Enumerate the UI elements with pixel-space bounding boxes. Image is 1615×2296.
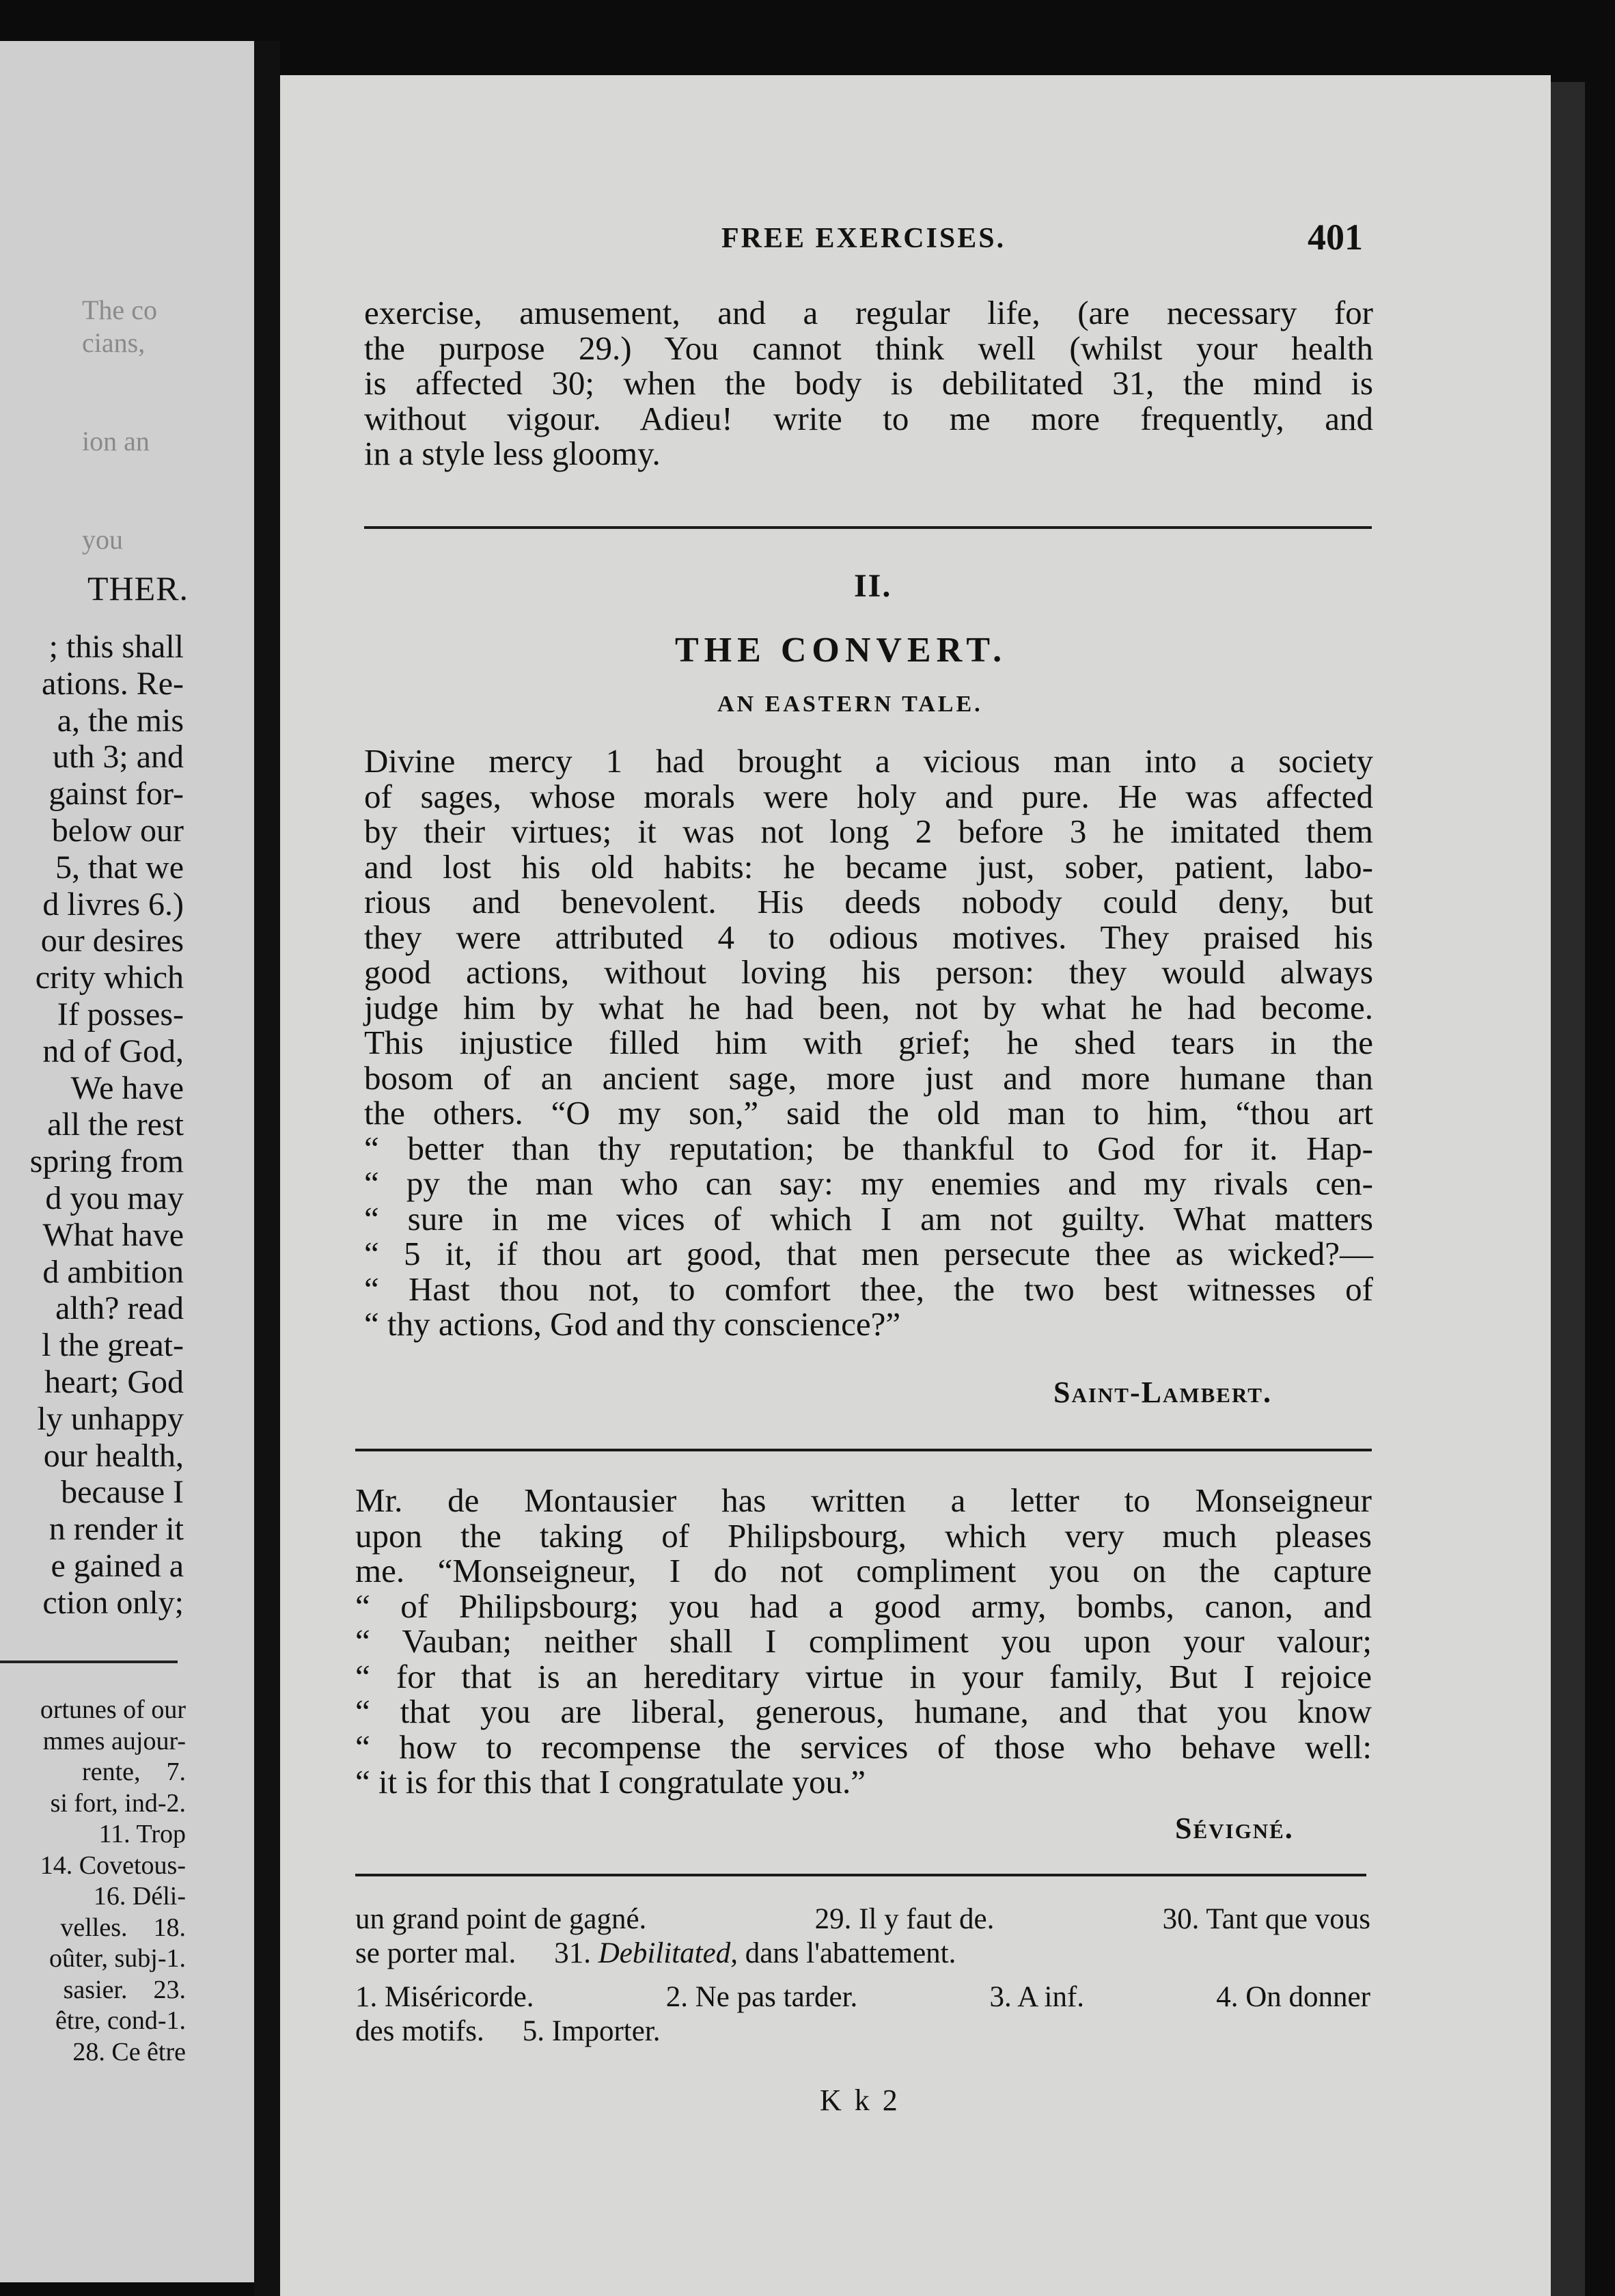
left-page-line: our health, (43, 1437, 184, 1474)
paragraph-line: exercise, amusement, and a regular life, (are necessary for (364, 294, 1373, 331)
page-edge-shadow (1551, 82, 1585, 2296)
footnote-line (355, 1902, 1370, 1937)
left-page-line: alth? read (55, 1290, 184, 1327)
footnote-text: 2. Ne pas tarder. (665, 1981, 858, 2013)
left-page-line: n render it (49, 1511, 184, 1548)
paragraph-line: “ of Philipsbourg; you had a good army, bombs, canon, and (355, 1587, 1372, 1625)
left-page-text (30, 629, 184, 1622)
left-page-line: d livres 6.) (42, 886, 184, 922)
left-page-line: If posses- (57, 996, 184, 1033)
paragraph-line: is affected 30; when the body is debilitated 31, the mind is (364, 364, 1373, 402)
footnote-text: dans l'abattement. (745, 1937, 956, 1969)
left-page-fragment-line: cians, (82, 327, 146, 358)
left-page-line: gainst for- (49, 776, 184, 812)
left-page-line: What have (42, 1216, 184, 1253)
left-page-line: ly unhappy (37, 1400, 184, 1437)
section-number: II. (854, 568, 892, 604)
footnote-text: 4. On donner (1216, 1981, 1370, 2013)
paragraph-line: and lost his old habits: he became just, sober, patient, labo- (364, 847, 1373, 886)
left-page-faded-fragment (82, 294, 157, 556)
tale-paragraph (364, 743, 1373, 1342)
left-page-line: d ambition (42, 1253, 184, 1290)
footnote-text: 3. A inf. (989, 1981, 1085, 2013)
paragraph-line: “ Vauban; neither shall I compliment you upon your valour; (355, 1622, 1372, 1660)
paragraph-line: without vigour. Adieu! write to me more frequently, and (364, 399, 1373, 437)
left-page-line: ations. Re- (42, 665, 184, 702)
left-page-note-line: ortunes of our (40, 1695, 186, 1724)
left-page-note-line: 16. Déli- (93, 1882, 186, 1911)
paragraph-line: “ Hast thou not, to comfort thee, the two best witnesses of (364, 1270, 1373, 1308)
left-page-fragment-line: The co (82, 295, 157, 325)
footnote-text: 1. Miséricorde. (355, 1981, 534, 2013)
left-page-line: e gained a (51, 1547, 184, 1584)
footnote-text: 5. Importer. (522, 2015, 661, 2047)
footnote-text: se porter mal. (355, 1937, 516, 1969)
paragraph-line: “ 5 it, if thou art good, that men persecute thee as wicked?— (364, 1235, 1373, 1272)
left-page-fragment-line (82, 359, 157, 392)
top-paragraph (364, 295, 1373, 472)
paragraph-line: good actions, without loving his person: they would always (364, 953, 1373, 991)
left-page-line: a, the mis (57, 702, 184, 739)
left-page-fragment-line: you (82, 524, 123, 555)
paragraph-line: rious and benevolent. His deeds nobody could deny, but (364, 883, 1373, 920)
left-page-note-line: si fort, ind-2. (50, 1788, 186, 1818)
running-head: FREE EXERCISES. (721, 223, 1006, 254)
left-page-note-line: être, cond-1. (55, 2006, 186, 2035)
left-page-note-line: mmes aujour- (42, 1726, 186, 1755)
left-page-line: d you may (45, 1179, 184, 1216)
story-title: THE CONVERT. (675, 631, 1008, 670)
paragraph-line: in a style less gloomy. (364, 435, 661, 472)
left-page-heading: THER. (87, 569, 189, 607)
footnote-line (355, 1937, 1370, 1971)
left-page-note-line: 28. Ce être (72, 2037, 186, 2066)
tale-attribution: Saint-Lambert. (1053, 1376, 1272, 1409)
left-page-line: crity which (35, 959, 184, 996)
paragraph-line: This injustice filled him with grief; he shed tears in the (364, 1024, 1373, 1061)
left-page-note-line: 11. Trop (98, 1820, 186, 1848)
paragraph-line: “ it is for this that I congratulate you.” (355, 1763, 866, 1801)
paragraph-line: “ py the man who can say: my enemies and my rivals cen- (364, 1164, 1373, 1202)
paragraph-line: Divine mercy 1 had brought a vicious man into a society (364, 742, 1373, 780)
paragraph-line: of sages, whose morals were holy and pure. He was affected (364, 777, 1373, 815)
paragraph-line: bosom of an ancient sage, more just and more humane than (364, 1058, 1373, 1097)
letter-paragraph (355, 1483, 1372, 1800)
left-page-line: ction only; (42, 1584, 184, 1621)
footnote-text: un grand point de gagné. (355, 1903, 647, 1935)
left-facing-page (0, 41, 254, 2282)
left-page-line: spring from (29, 1143, 184, 1180)
left-page-fragment-line (82, 491, 157, 523)
footnote-item (554, 1937, 956, 1971)
left-page-note-line: oûter, subj-1. (49, 1944, 186, 1973)
signature-mark: K k 2 (820, 2083, 900, 2117)
paragraph-line: Mr. de Montausier has written a letter to Monseigneur (355, 1481, 1372, 1519)
left-page-line: our desires (40, 922, 184, 959)
section-rule-middle (355, 1449, 1372, 1451)
left-page-line: all the rest (47, 1106, 184, 1143)
left-page-fragment-line (82, 458, 157, 491)
paragraph-line: the others. “O my son,” said the old man to him, “thou art (364, 1094, 1373, 1132)
left-page-note-line: 14. Covetous- (40, 1850, 186, 1880)
left-page-rule (0, 1660, 178, 1663)
left-page-fragment-line (82, 392, 157, 425)
footnote-term: Debilitated, (598, 1937, 738, 1969)
paragraph-line: “ that you are liberal, generous, humane, and that you know (355, 1693, 1372, 1730)
paragraph-line: me. “Monseigneur, I do not compliment you on the capture (355, 1552, 1372, 1589)
paragraph-line: upon the taking of Philipsbourg, which very much pleases (355, 1516, 1372, 1555)
left-page-line: We have (70, 1069, 184, 1106)
left-page-line: because I (61, 1474, 184, 1511)
footnote-text: 29. Il y faut de. (814, 1903, 995, 1935)
footnote-text: 30. Tant que vous (1162, 1903, 1370, 1935)
left-page-note-line: rente, 7. (82, 1758, 186, 1786)
footnote-number: 31. (554, 1937, 591, 1969)
left-page-fragment-line: ion an (82, 426, 150, 456)
book-gutter (254, 41, 280, 2296)
story-subtitle: AN EASTERN TALE. (717, 692, 983, 717)
paragraph-line: they were attributed 4 to odious motives. They praised his (364, 918, 1373, 956)
left-page-line: l the great- (42, 1327, 184, 1364)
paragraph-line: “ thy actions, God and thy conscience?” (364, 1305, 901, 1343)
paragraph-line: the purpose 29.) You cannot think well (whilst your health (364, 329, 1373, 367)
footnotes (355, 1902, 1370, 2049)
paragraph-line: by their virtues; it was not long 2 before 3 he imitated them (364, 812, 1373, 850)
paragraph-line: “ better than thy reputation; be thankful to God for it. Hap- (364, 1129, 1373, 1167)
letter-attribution: Sévigné. (1175, 1812, 1294, 1845)
left-page-line: heart; God (44, 1363, 184, 1400)
left-page-note-line: velles. 18. (60, 1913, 186, 1942)
left-page-note-line: sasier. 23. (63, 1975, 186, 2004)
left-page-line: below our (51, 812, 184, 849)
left-page-line: ; this shall (49, 629, 184, 665)
page-number: 401 (1308, 217, 1363, 258)
paragraph-line: “ how to recompense the services of those who behave well: (355, 1727, 1372, 1766)
footnote-line (355, 2014, 1370, 2049)
left-page-line: nd of God, (42, 1033, 184, 1069)
left-page-footnotes (40, 1695, 186, 2068)
paragraph-line: “ sure in me vices of which I am not guilty. What matters (364, 1199, 1373, 1238)
paragraph-line: judge him by what he had been, not by what he had become. (364, 988, 1373, 1026)
footnote-line (355, 1980, 1370, 2014)
left-page-line: 5, that we (55, 849, 184, 886)
footnote-text: des motifs. (355, 2015, 484, 2047)
paragraph-line: “ for that is an hereditary virtue in your family, But I rejoice (355, 1657, 1372, 1695)
left-page-line: uth 3; and (53, 739, 184, 776)
section-rule-top (364, 526, 1372, 529)
footnote-rule (355, 1874, 1366, 1876)
